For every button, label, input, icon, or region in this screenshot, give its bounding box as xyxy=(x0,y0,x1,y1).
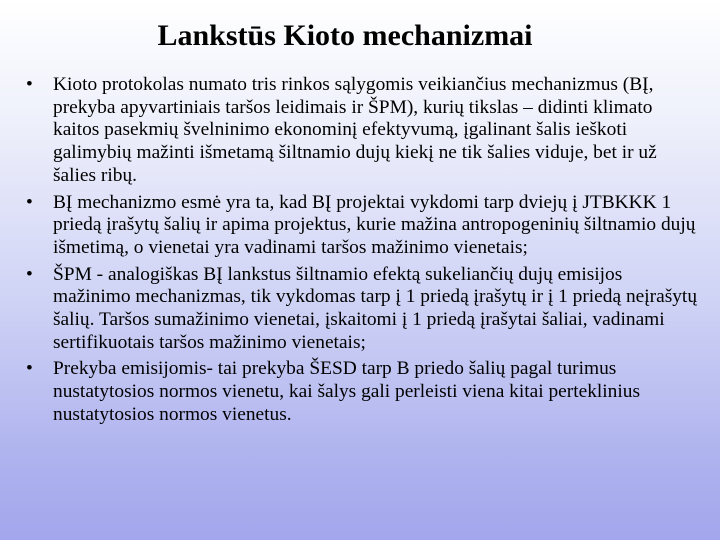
bullet-item xyxy=(26,74,698,188)
bullet-icon: • xyxy=(26,263,33,285)
bullet-icon: • xyxy=(26,74,33,95)
slide-title: Lankstūs Kioto mechanizmai xyxy=(157,19,533,52)
bullet-text: Prekyba emisijomis- tai prekyba ŠESD tarp B priedo šalių pagal turimus nustatytosios normos vienetu, kai šalys gali perleisti viena kitai perteklinius nustatytosios normos vienetus. xyxy=(53,358,641,425)
bullet-text: Kioto protokolas numato tris rinkos sąlygomis veikiančius mechanizmus (BĮ, prekyba apyvartiniais taršos leidimais ir ŠPM), kurių tikslas – didinti klimato kaitos pasekmių švelninimo ekonominį efektyvumą, įgalinant šalis ieškoti galimybių mažinti išmetamą šiltnamio dujų kiekį ne tik šalies viduje, bet ir už šalies ribų. xyxy=(53,74,657,186)
bullet-icon: • xyxy=(26,358,33,380)
bullet-text: ŠPM - analogiškas BĮ lankstus šiltnamio efektą sukeliančių dujų emisijos mažinimo mechanizmas, tik vykdomas tarp į 1 priedą įrašytų ir į 1 priedą neįrašytų šalių. Taršos sumažinimo vienetai, įskaitomi į 1 priedą įrašytai šaliai, vadinami sertifikuotais taršos mažinimo vienetais; xyxy=(53,263,698,353)
bullet-item xyxy=(26,264,698,355)
bullet-text: BĮ mechanizmo esmė yra ta, kad BĮ projektai vykdomi tarp dviejų į JTBKKK 1 priedą įrašytų šalių ir apima projektus, kurie mažina antropogeninių šiltnamio dujų išmetimą, o vienetai yra vadinami taršos mažinimo vienetais; xyxy=(53,191,696,258)
bullet-list xyxy=(26,74,698,431)
bullet-item xyxy=(26,358,698,426)
bullet-icon: • xyxy=(26,191,33,213)
bullet-item xyxy=(26,192,698,260)
